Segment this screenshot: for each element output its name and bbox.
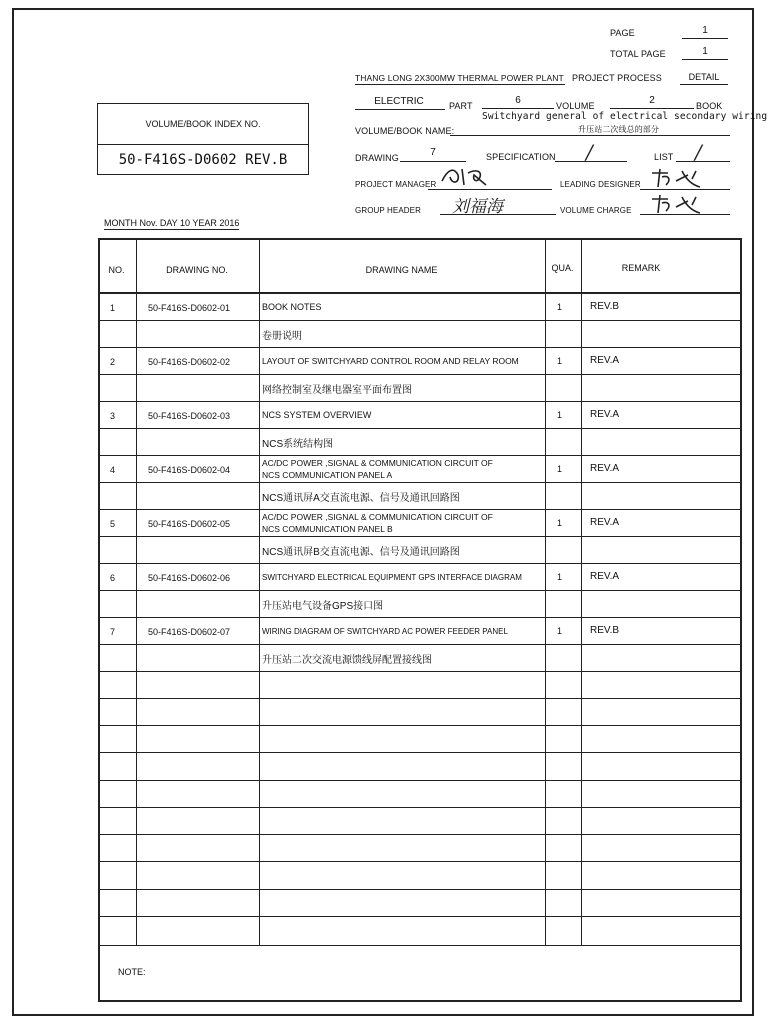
row-5-name-en: AC/DC POWER ,SIGNAL & COMMUNICATION CIRCUIT OF [262, 512, 493, 522]
volume-value: 6 [515, 95, 521, 106]
row-line [98, 726, 742, 753]
book-value: 2 [649, 95, 655, 106]
book-underline [610, 108, 694, 109]
row-3-qua: 1 [557, 410, 563, 420]
project-process-underline [680, 84, 728, 85]
list-underline [676, 161, 730, 162]
project-manager-underline [428, 189, 552, 190]
total-page-underline [682, 59, 728, 60]
date-line: MONTH Nov. DAY 10 YEAR 2016 [104, 218, 240, 228]
specification-value: / [586, 140, 593, 164]
row-3-name-cn: NCS系统结构图 [262, 439, 334, 450]
list-value: / [695, 140, 702, 164]
project-process-label: PROJECT PROCESS [572, 73, 662, 83]
page-underline [682, 38, 728, 39]
row-5-remark: REV.A [590, 517, 620, 528]
total-page-label: TOTAL PAGE [610, 49, 666, 59]
row-line [98, 753, 742, 781]
note-label: NOTE: [118, 967, 146, 977]
row-5-name-en2: NCS COMMUNICATION PANEL B [262, 524, 393, 534]
leading-designer-signature [648, 165, 718, 191]
row-1-name-cn: 卷册说明 [262, 331, 302, 342]
volume-underline [482, 108, 554, 109]
row-7-qua: 1 [557, 626, 563, 636]
row-line [98, 781, 742, 808]
index-box-code: 50-F416S-D0602 REV.B [118, 151, 288, 168]
row-3-remark: REV.A [590, 409, 620, 420]
volume-book-name-underline [450, 135, 730, 136]
row-line [98, 699, 742, 726]
row-4-drawing-no: 50-F416S-D0602-04 [148, 465, 231, 475]
row-1-remark: REV.B [590, 301, 620, 312]
row-line [98, 862, 742, 890]
volume-label: VOLUME [556, 101, 595, 111]
specification-underline [555, 161, 627, 162]
row-4-name-en: AC/DC POWER ,SIGNAL & COMMUNICATION CIRCUIT OF [262, 458, 493, 468]
col-header-qua: QUA. [551, 263, 574, 273]
volume-book-name-label: VOLUME/BOOK NAME: [355, 126, 455, 136]
row-4-qua: 1 [557, 464, 563, 474]
project-name-underline [355, 84, 565, 85]
drawing-underline [400, 161, 466, 162]
row-7-name-cn: 升压站二次交流电源馈线屏配置接线图 [262, 655, 432, 666]
volume-book-name-en: Switchyard general of electrical secondary wiring [482, 111, 768, 122]
drawing-value: 7 [430, 147, 436, 158]
row-3-no: 3 [110, 411, 116, 421]
row-7-remark: REV.B [590, 625, 620, 636]
row-7-no: 7 [110, 627, 116, 637]
row-3-name-en: NCS SYSTEM OVERVIEW [262, 410, 372, 420]
specification-label: SPECIFICATION [486, 152, 556, 162]
row-4-name-cn: NCS通讯屏A交直流电源、信号及通讯回路图 [262, 493, 460, 504]
row-2-qua: 1 [557, 356, 563, 366]
list-label: LIST [654, 152, 674, 162]
total-page-value: 1 [702, 46, 708, 57]
row-2-drawing-no: 50-F416S-D0602-02 [148, 357, 231, 367]
row-3-drawing-no: 50-F416S-D0602-03 [148, 411, 231, 421]
row-line [98, 672, 742, 699]
project-process-value: DETAIL [688, 72, 720, 82]
row-6-remark: REV.A [590, 571, 620, 582]
row-4-no: 4 [110, 465, 116, 475]
row-6-qua: 1 [557, 572, 563, 582]
project-manager-signature [438, 163, 508, 189]
row-7-drawing-no: 50-F416S-D0602-07 [148, 627, 231, 637]
col-header-drawing-name: DRAWING NAME [365, 265, 438, 275]
project-manager-label: PROJECT MANAGER [355, 180, 437, 189]
row-line [98, 321, 742, 348]
row-line [98, 808, 742, 835]
row-1-drawing-no: 50-F416S-D0602-01 [148, 303, 231, 313]
row-6-no: 6 [110, 573, 116, 583]
col-header-no: NO. [108, 265, 125, 275]
part-underline [355, 109, 445, 110]
row-2-no: 2 [110, 357, 116, 367]
drawing-label: DRAWING [355, 153, 399, 163]
leading-designer-underline [640, 189, 730, 190]
row-2-name-cn: 网络控制室及继电器室平面布置图 [262, 385, 412, 396]
group-header-signature: 刘福海 [452, 197, 503, 217]
group-header-underline [440, 214, 556, 215]
row-line [98, 917, 742, 946]
row-5-drawing-no: 50-F416S-D0602-05 [148, 519, 231, 529]
row-4-remark: REV.A [590, 463, 620, 474]
row-line [98, 890, 742, 917]
row-1-no: 1 [110, 303, 116, 313]
book-label: BOOK [696, 101, 723, 111]
row-4-name-en2: NCS COMMUNICATION PANEL A [262, 470, 393, 480]
row-5-qua: 1 [557, 518, 563, 528]
volume-charge-underline [640, 214, 730, 215]
row-line [98, 375, 742, 402]
row-2-remark: REV.A [590, 355, 620, 366]
page-value: 1 [702, 25, 708, 36]
volume-charge-label: VOLUME CHARGE [560, 206, 632, 215]
project-name: THANG LONG 2X300MW THERMAL POWER PLANT [355, 73, 564, 83]
row-5-name-cn: NCS通讯屏B交直流电源、信号及通讯回路图 [262, 547, 460, 558]
row-5-no: 5 [110, 519, 116, 529]
row-6-name-en: SWITCHYARD ELECTRICAL EQUIPMENT GPS INTERFACE DIAGRAM [262, 573, 522, 582]
row-7-name-en: WIRING DIAGRAM OF SWITCHYARD AC POWER FEEDER PANEL [262, 627, 508, 636]
leading-designer-label: LEADING DESIGNER [560, 180, 641, 189]
row-line [98, 591, 742, 618]
part-value: ELECTRIC [374, 96, 424, 107]
row-line [98, 429, 742, 456]
group-header-label: GROUP HEADER [355, 206, 421, 215]
col-header-drawing-no: DRAWING NO. [166, 265, 228, 275]
part-label: PART [449, 101, 473, 111]
row-line [98, 835, 742, 862]
volume-book-name-cn: 升压站二次线总的部分 [578, 125, 659, 134]
index-box [97, 103, 309, 175]
row-6-drawing-no: 50-F416S-D0602-06 [148, 573, 231, 583]
col-header-remark: REMARK [621, 263, 661, 273]
page-label: PAGE [610, 28, 635, 38]
row-6-name-cn: 升压站电气设备GPS接口图 [262, 601, 384, 612]
index-box-label: VOLUME/BOOK INDEX NO. [98, 104, 308, 145]
row-2-name-en: LAYOUT OF SWITCHYARD CONTROL ROOM AND RELAY ROOM [262, 356, 519, 366]
row-1-name-en: BOOK NOTES [262, 302, 322, 312]
row-1-qua: 1 [557, 302, 563, 312]
